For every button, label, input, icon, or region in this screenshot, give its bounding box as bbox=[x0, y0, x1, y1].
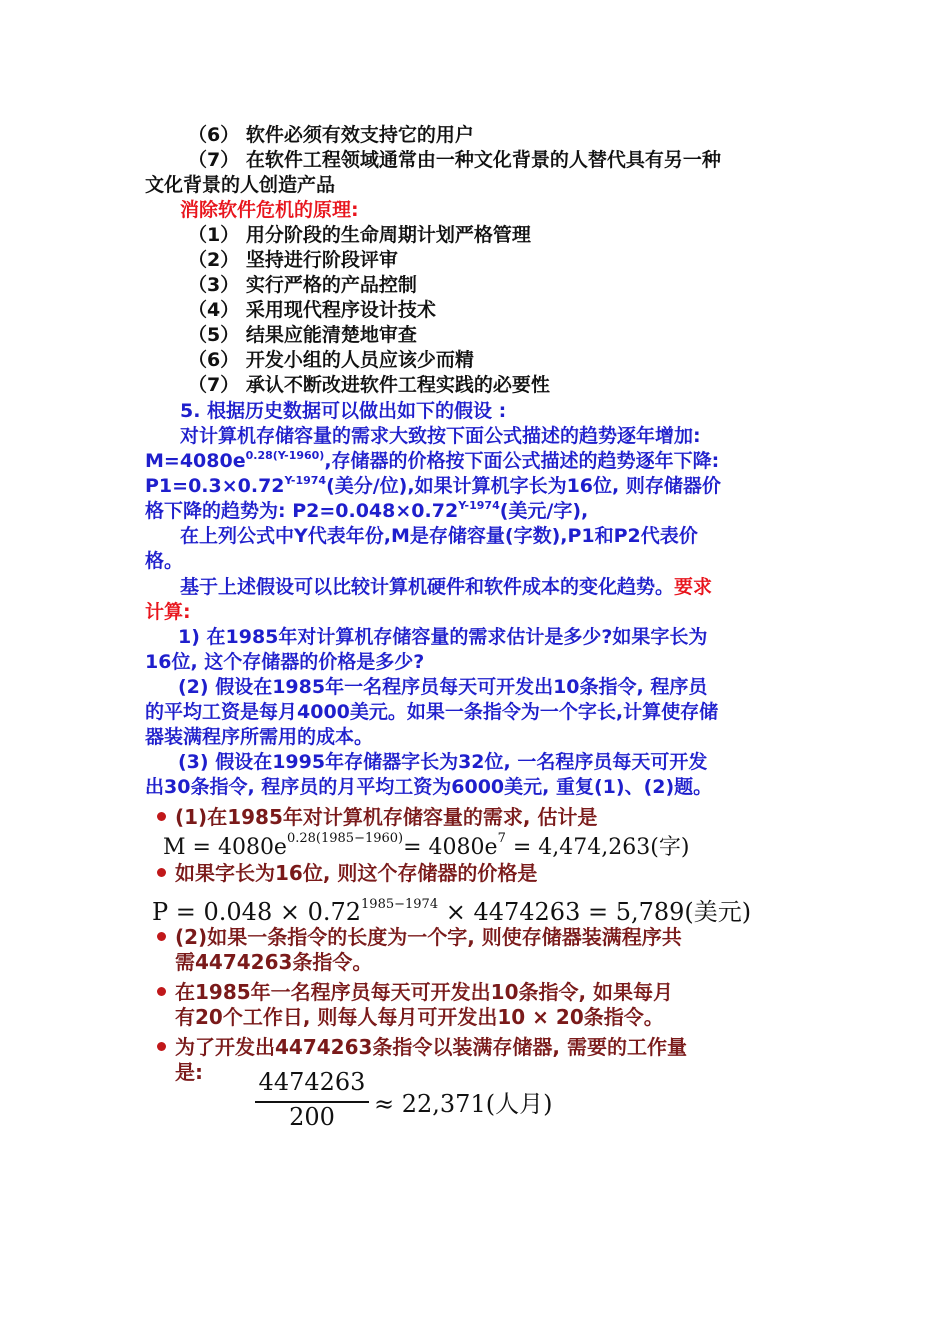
principle-item: （3） 实行严格的产品控制 bbox=[188, 274, 417, 296]
solution-bullet: 为了开发出4474263条指令以装满存储器, 需要的工作量 bbox=[157, 1035, 687, 1060]
principle-item: （2） 坚持进行阶段评审 bbox=[188, 249, 398, 271]
principle-item: （4） 采用现代程序设计技术 bbox=[188, 299, 436, 321]
principle-item: （1） 用分阶段的生命周期计划严格管理 bbox=[188, 224, 531, 246]
question-line: (3) 假设在1995年存储器字长为32位, 一名程序员每天可开发 bbox=[178, 751, 708, 773]
solution-bullet: 如果字长为16位, 则这个存储器的价格是 bbox=[157, 861, 537, 886]
problem-line: 对计算机存储容量的需求大致按下面公式描述的趋势逐年增加: bbox=[180, 425, 701, 447]
problem-line: $M=4080e^{0.28(Y-1960)}$,存储器的价格按下面公式描述的趋势逐年下降: bbox=[145, 449, 720, 472]
bullet-icon bbox=[157, 932, 166, 941]
bullet-icon bbox=[157, 987, 166, 996]
problem-line: 格下降的趋势为: $P2=0.048\times 0.72^{Y-1974}$(美元/字), bbox=[145, 499, 589, 522]
solution-bullet: (1)在1985年对计算机存储容量的需求, 估计是 bbox=[157, 805, 597, 830]
solution-bullet: 在1985年一名程序员每天可开发出10条指令, 如果每月 bbox=[157, 980, 673, 1005]
principles-heading: 消除软件危机的原理: bbox=[180, 199, 359, 221]
price-formula: $P = 0.048 \times 0.72^{1985-1974} \times 4474263 = 5,789$(美元) bbox=[152, 897, 752, 926]
fraction-denominator: 200 bbox=[289, 1103, 335, 1131]
problem-line: 计算: bbox=[145, 601, 191, 623]
memory-formula: $M = 4080e^{0.28(1985-1960)}= 4080e^7 = 4,474,263$(字) bbox=[163, 831, 690, 860]
text-line: （7） 在软件工程领域通常由一种文化背景的人替代具有另一种 bbox=[188, 149, 721, 171]
fraction-result: ≈ 22,371(人月) bbox=[374, 1090, 553, 1118]
problem-line: $P1=0.3\times 0.72^{Y-1974}$(美分/位),如果计算机字长为16位, 则存储器价 bbox=[145, 474, 721, 497]
solution-line: 有20个工作日, 则每人每月可开发出10 × 20条指令。 bbox=[175, 1005, 664, 1029]
solution-bullet: (2)如果一条指令的长度为一个字, 则使存储器装满程序共 bbox=[157, 925, 682, 950]
fraction-numerator: 4474263 bbox=[258, 1068, 366, 1096]
problem-line: 在上列公式中Y代表年份,M是存储容量(字数),P1和P2代表价 bbox=[180, 525, 698, 547]
principle-item: （6） 开发小组的人员应该少而精 bbox=[188, 349, 474, 371]
bullet-icon bbox=[157, 1042, 166, 1051]
bullet-icon bbox=[157, 868, 166, 877]
principle-item: （5） 结果应能清楚地审查 bbox=[188, 324, 417, 346]
text-line: 文化背景的人创造产品 bbox=[145, 174, 336, 196]
question-line: 出30条指令, 程序员的月平均工资为6000美元, 重复(1)、(2)题。 bbox=[145, 776, 713, 798]
question-line: 器装满程序所需用的成本。 bbox=[145, 726, 374, 748]
bullet-icon bbox=[157, 812, 166, 821]
principle-item: （7） 承认不断改进软件工程实践的必要性 bbox=[188, 374, 550, 396]
text-line: （6） 软件必须有效支持它的用户 bbox=[188, 124, 474, 146]
problem-line: 格。 bbox=[145, 550, 184, 572]
question-line: 16位, 这个存储器的价格是多少? bbox=[145, 651, 425, 673]
question-line: 的平均工资是每月4000美元。如果一条指令为一个字长,计算使存储 bbox=[145, 701, 719, 723]
solution-line: 是: bbox=[175, 1060, 203, 1084]
question-line: (2) 假设在1985年一名程序员每天可开发出10条指令, 程序员 bbox=[178, 676, 708, 698]
problem-line: 基于上述假设可以比较计算机硬件和软件成本的变化趋势。要求 bbox=[180, 576, 713, 598]
problem-intro: 5. 根据历史数据可以做出如下的假设 : bbox=[180, 400, 507, 422]
solution-line: 需4474263条指令。 bbox=[175, 950, 373, 974]
question-line: 1) 在1985年对计算机存储容量的需求估计是多少?如果字长为 bbox=[178, 626, 708, 648]
